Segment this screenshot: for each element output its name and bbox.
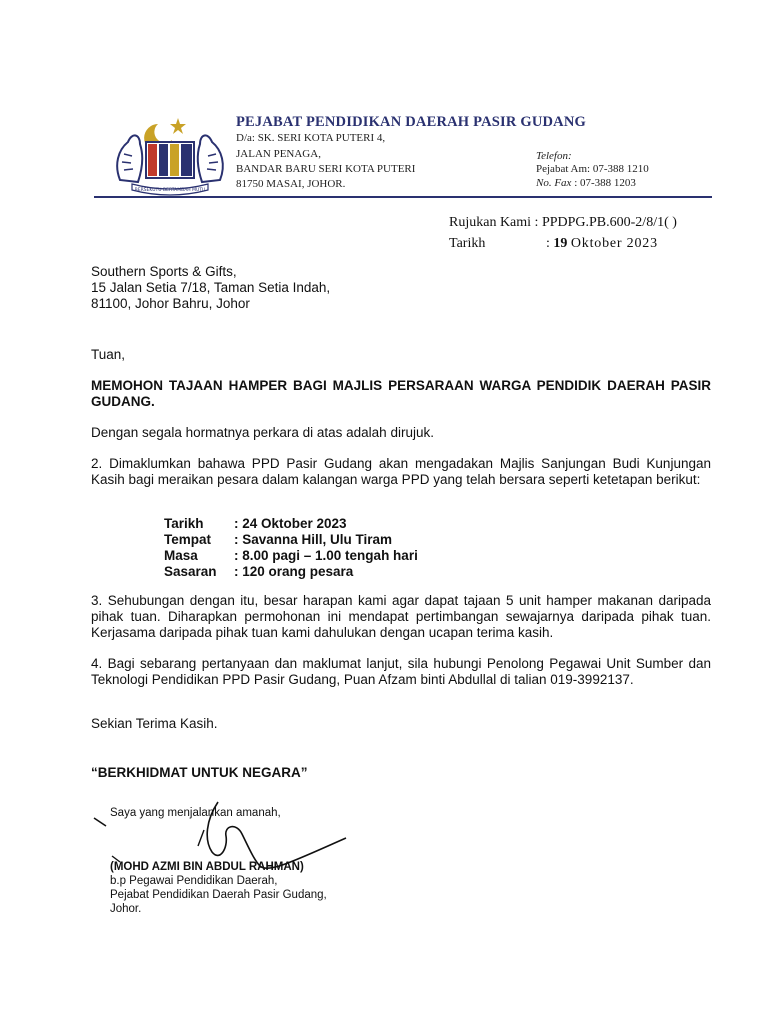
motto: “BERKHIDMAT UNTUK NEGARA” bbox=[91, 765, 308, 780]
phone-label: Telefon: bbox=[536, 150, 572, 162]
letterhead-address-line: D/a: SK. SERI KOTA PUTERI 4, bbox=[236, 132, 386, 144]
schedule-value: : Savanna Hill, Ulu Tiram bbox=[234, 532, 393, 547]
schedule-row bbox=[164, 548, 418, 564]
recipient-line: Southern Sports & Gifts, bbox=[91, 264, 237, 279]
letterhead-divider bbox=[94, 196, 712, 198]
signatory-name: (MOHD AZMI BIN ABDUL RAHMAN) bbox=[110, 861, 304, 873]
paragraph-4: 4. Bagi sebarang pertanyaan dan maklumat lanjut, sila hubungi Penolong Pegawai Unit Sumber dan Teknologi Pendidikan PPD Pasir Gudang, Puan Afzam binti Abdullal di talian 019-3992137. bbox=[91, 656, 711, 687]
date-colon: : bbox=[546, 236, 550, 251]
salutation: Tuan, bbox=[91, 347, 126, 362]
subject-line: MEMOHON TAJAAN HAMPER BAGI MAJLIS PERSARAAN WARGA PENDIDIK DAERAH PASIR GUDANG. bbox=[91, 378, 711, 409]
schedule-row bbox=[164, 564, 353, 580]
date-value: Oktober 2023 bbox=[570, 236, 658, 251]
fax-number bbox=[536, 177, 636, 189]
paragraph-2: 2. Dimaklumkan bahawa PPD Pasir Gudang akan mengadakan Majlis Sanjungan Budi Kunjungan Kasih bagi meraikan pesara dalam kalangan warga PPD yang telah bersara seperti ketetapan berikut: bbox=[91, 456, 711, 487]
letterhead-address-line: JALAN PENAGA, bbox=[236, 148, 321, 160]
letterhead-address-line: 81750 MASAI, JOHOR. bbox=[236, 178, 346, 190]
crest-motto: BERSEKUTU BERTAMBAH MUTU bbox=[134, 188, 206, 193]
schedule-value: : 24 Oktober 2023 bbox=[234, 516, 347, 531]
closing: Sekian Terima Kasih. bbox=[91, 716, 218, 731]
reference-label: Rujukan Kami : bbox=[449, 215, 539, 230]
schedule-value: : 120 orang pesara bbox=[234, 564, 354, 579]
reference-value: PPDPG.PB.600-2/8/1( ) bbox=[541, 215, 677, 230]
fax-number-value: : 07-388 1203 bbox=[574, 177, 636, 189]
schedule-key: Tarikh bbox=[164, 516, 204, 531]
schedule-key: Masa bbox=[164, 548, 198, 563]
signoff: Saya yang menjalankan amanah, bbox=[110, 807, 281, 819]
office-phone-number: : 07-388 1210 bbox=[587, 163, 649, 175]
reference-line bbox=[449, 215, 677, 231]
paragraph-3: 3. Sehubungan dengan itu, besar harapan kami agar dapat tajaan 5 unit hamper makanan daripada pihak tuan. Diharapkan permohonan ini mendapat pertimbangan sewajarnya daripada pihak tuan. Kerjasama daripada pihak tuan kami dahulukan dengan ucapan terima kasih. bbox=[91, 593, 711, 640]
date-day: 19 bbox=[553, 236, 568, 251]
date-label: Tarikh bbox=[449, 236, 486, 251]
office-phone bbox=[536, 163, 649, 175]
date-line bbox=[546, 236, 658, 252]
signatory-office: Pejabat Pendidikan Daerah Pasir Gudang, bbox=[110, 889, 327, 901]
opening-paragraph: Dengan segala hormatnya perkara di atas adalah dirujuk. bbox=[91, 425, 434, 440]
schedule-value: : 8.00 pagi – 1.00 tengah hari bbox=[234, 548, 418, 563]
recipient-line: 15 Jalan Setia 7/18, Taman Setia Indah, bbox=[91, 280, 331, 295]
office-phone-label: Pejabat Am bbox=[536, 163, 588, 175]
recipient-line: 81100, Johor Bahru, Johor bbox=[91, 296, 250, 311]
schedule-key: Sasaran bbox=[164, 564, 217, 579]
coat-of-arms-logo bbox=[110, 110, 230, 200]
schedule-key: Tempat bbox=[164, 532, 212, 547]
schedule-row bbox=[164, 532, 392, 548]
letterhead-address-line: BANDAR BARU SERI KOTA PUTERI bbox=[236, 163, 416, 175]
letterhead-org-name: PEJABAT PENDIDIKAN DAERAH PASIR GUDANG bbox=[236, 114, 586, 130]
signatory-state: Johor. bbox=[110, 903, 142, 915]
fax-label: No. Fax bbox=[536, 177, 572, 189]
signatory-title: b.p Pegawai Pendidikan Daerah, bbox=[110, 875, 278, 887]
schedule-row bbox=[164, 516, 347, 532]
